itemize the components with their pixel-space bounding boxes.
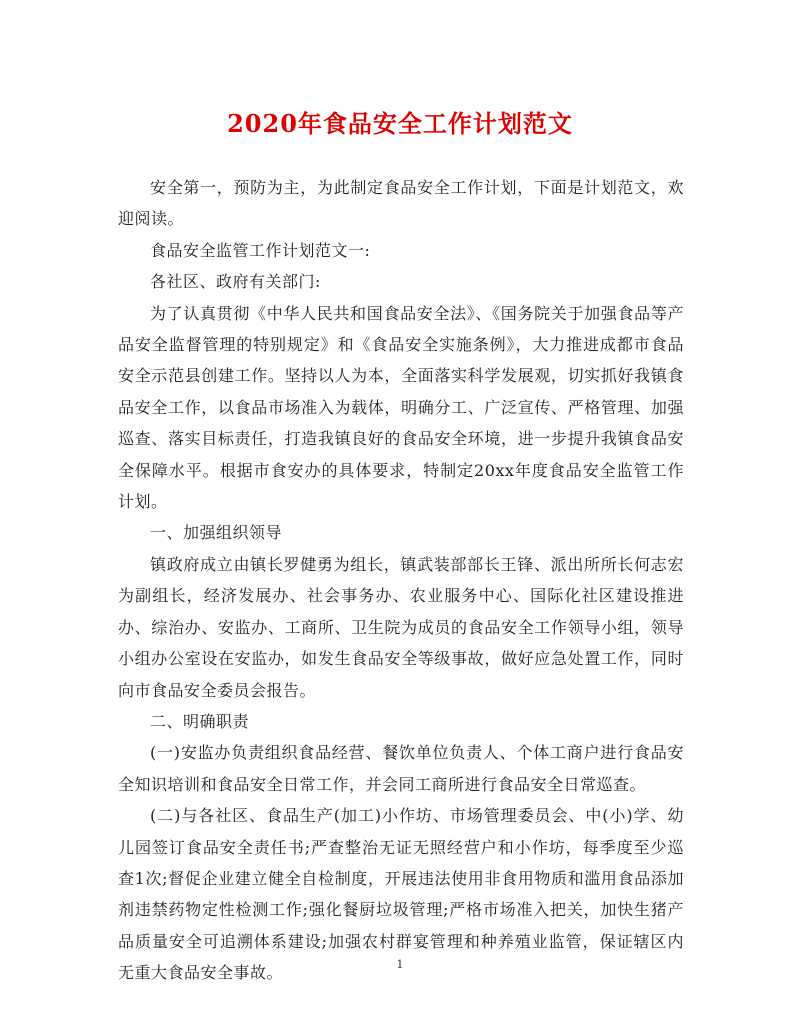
paragraph-salutation: 各社区、政府有关部门: — [150, 272, 321, 292]
paragraph-duty-1: (一)安监办负责组织食品经营、餐饮单位负责人、个体工商户进行食品安全知识培训和食品安全日常工作，并会同工商所进行食品安全日常巡查。 — [118, 743, 684, 794]
paragraph-organization: 镇政府成立由镇长罗健勇为组长，镇武装部部长王锋、派出所所长何志宏为副组长，经济发展办、社会事务办、农业服务中心、国际化社区建设推进办、综治办、安监办、工商所、卫生院为成员的食品安全工作领导小组，领导小组办公室设在安监办，如发生食品安全等级事故，做好应急处置工作，同时向市食品安全委员会报告。 — [118, 554, 684, 700]
paragraph-plan-heading: 食品安全监管工作计划范文一: — [150, 240, 371, 260]
section-heading-duties: 二、明确职责 — [150, 711, 250, 731]
paragraph-intro: 安全第一，预防为主，为此制定食品安全工作计划，下面是计划范文，欢迎阅读。 — [118, 178, 684, 229]
paragraph-purpose: 为了认真贯彻《中华人民共和国食品安全法》、《国务院关于加强食品等产品安全监督管理的特别规定》和《食品安全实施条例》，大力推进成都市食品安全示范县创建工作。坚持以人为本，全面落实科学发展观，切实抓好我镇食品安全工作，以食品市场准入为载体，明确分工、广泛宣传、严格管理、加强巡查、落实目标责任，打造我镇良好的食品安全环境，进一步提升我镇食品安全保障水平。根据市食安办的具体要求，特制定20xx年度食品安全监管工作计划。 — [118, 303, 684, 512]
document-body — [118, 172, 684, 989]
paragraph-duty-2: (二)与各社区、食品生产(加工)小作坊、市场管理委员会、中(小)学、幼儿园签订食品安全责任书;严查整治无证无照经营户和小作坊，每季度至少巡查1次;督促企业建立健全自检制度，开展违法使用非食用物质和滥用食品添加剂违禁药物定性检测工作;强化餐厨垃圾管理;严格市场准入把关，加快生猪产品质量安全可追溯体系建设;加强农村群宴管理和种养殖业监管，保证辖区内无重大食品安全事故。 — [118, 806, 684, 983]
document-title: 2020年食品安全工作计划范文 — [227, 109, 573, 138]
section-heading-organization: 一、加强组织领导 — [150, 523, 283, 543]
page-number: 1 — [396, 958, 404, 971]
